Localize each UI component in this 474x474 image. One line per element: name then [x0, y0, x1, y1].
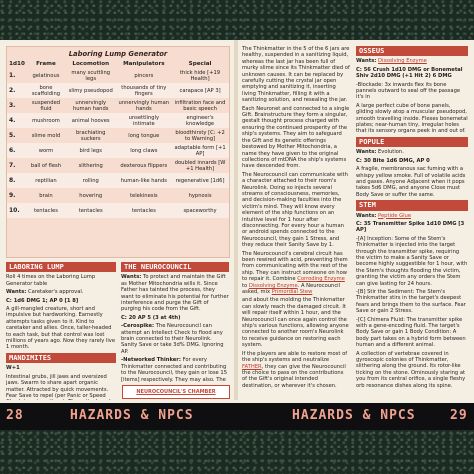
neurocouncil-stats: C: 20 AP 5 (3 at 4th) — [121, 314, 181, 321]
roll-cell: 3. — [9, 101, 16, 109]
neurocouncil-column — [121, 262, 229, 382]
table-cell: ball of flesh — [30, 162, 62, 169]
table-cell: slithering — [78, 162, 103, 169]
table-cell: many scuttling legs — [71, 69, 111, 82]
peptide-glue-link[interactable]: Peptide Glue — [378, 212, 412, 219]
table-cell: slimy pseudopod — [68, 87, 113, 94]
laboring-lump-generator-table — [6, 46, 230, 258]
communicate-paragraph: The Neurocouncil can communicate with a character attached to their room's Neurolink. Doing so injects several streams of consciousness, memories, and decision-making faculties into the victim's mind. They will know every element of the ship functions on an intuitive level for 1 hour after disconnecting. For every hour a human or android spends connected to the Neurocouncil, they gain 1 Stress, and they reduce their Sanity Save by 1. — [242, 171, 348, 249]
table-cell: thousands of tiny fingers — [121, 84, 167, 97]
dissolving-enzyme-link[interactable]: Dissolving Enzyme — [248, 282, 298, 289]
stem-ability-c: -[C] Chimera Fluid: The transmitter spike with a gene-encoding fluid. The target's Body Save or gain 1 Body Condition: A body part takes on a hybrid form between human and a different animal. — [356, 316, 466, 349]
father-link[interactable]: FATHER — [242, 363, 262, 370]
neurocouncil-chamber-link[interactable]: NEUROCOUNCIL'S CHAMBER — [122, 385, 230, 399]
table-cell: long claws — [130, 147, 158, 154]
stem-wants — [356, 213, 468, 219]
table-row — [7, 68, 229, 83]
header-special: Special — [188, 61, 212, 67]
stem-body: A collection of vertebrae covered in gyroscopic colonies of Thinkmatter, slithering along the ground. Its rotor-like ticking on the stone. Ominously staring at you from its central orifice, a single fleshy orb resonance dishes along its spine. — [356, 350, 466, 389]
left-column-lower — [6, 262, 116, 400]
table-cell: spaceworthy — [183, 207, 217, 214]
wants-value: To protect and maintain the Gift as Mother Mitochondria wills it. Since Father has tainted the process, they want to eliminate his potential for further interference and purge the Gift of purging his code from the Gift. — [121, 274, 229, 313]
ability-text: The Neurocouncil can attempt an Intellect Check to flood any brain connected to their Neurolink. Sanity Save or take 3d% DMG. Ignoring AP. — [121, 323, 224, 355]
roll-cell: 5. — [9, 131, 16, 139]
wants-label: Wants: — [356, 149, 377, 156]
corroding-enzyme-link[interactable]: Corroding Enzyme — [297, 276, 345, 283]
book-spread — [0, 40, 474, 430]
right-page-number: 29 — [450, 408, 468, 423]
table-cell: bloodthirsty [C: +2 to Warning] — [175, 129, 225, 142]
wants-label: Wants: — [356, 58, 377, 65]
table-row — [7, 158, 229, 173]
table-cell: brain — [39, 192, 53, 199]
mandimites-stats: W+1 — [6, 365, 20, 372]
table-cell: brachiating suckers — [76, 129, 106, 142]
right-page — [240, 40, 470, 400]
table-row — [7, 143, 229, 158]
wants-label: Wants: — [6, 289, 27, 296]
right-column-2 — [356, 46, 468, 396]
mandimites-body: Intestinal grubs, jill jaws and oversized jaws. Swarm to share apart organic matter. Attracted by quick movements. Fear Save to repel (per Panic or Speed — [6, 373, 109, 399]
table-cell: pincers — [134, 72, 154, 79]
table-cell: worm — [38, 147, 54, 154]
cerospike-ability — [121, 323, 229, 355]
restore-paragraph: and about the molding the Thinkmatter can slowly reach the damaged circuit. It will repair itself within 1 hour, and the Neurocouncil can once again control the ship's various functions, allowing anyone connected to another room's Neurolink to receive guidance on restoring each system. — [242, 297, 349, 349]
mandimites-heading: MANDIMITES — [6, 353, 116, 363]
table-row — [7, 188, 229, 203]
table-title: Laboring Lump Generator — [68, 50, 168, 58]
ability-label: -Networked Thinker: — [121, 357, 181, 364]
populi-heading: POPULE — [356, 137, 468, 147]
laboring-lump-heading: LABORING LUMP — [6, 262, 116, 272]
table-cell: bird legs — [79, 147, 102, 154]
primordial-stew-link[interactable]: Primordial Stew — [271, 289, 313, 296]
wants-label: Wants: — [121, 274, 142, 281]
wants-value: Evolution. — [378, 149, 404, 156]
roll-cell: 4. — [9, 116, 16, 124]
table-cell: bone scaffolding — [31, 84, 61, 97]
table-cell: hypnosis — [188, 192, 212, 199]
populi-wants — [356, 149, 468, 155]
table-cell: animal hooves — [71, 117, 110, 124]
table-body — [7, 68, 229, 218]
table-cell: unnervingly human hands — [72, 99, 109, 112]
table-cell: engineer's knowledge — [186, 114, 215, 127]
table-cell: suspended fluid — [31, 99, 61, 112]
header-locomotion: Locomotion — [72, 61, 110, 67]
roll-cell: 7. — [9, 161, 16, 169]
repair-text-2: to — [242, 282, 249, 289]
table-cell: telekinesis — [130, 192, 158, 199]
table-header-row — [7, 60, 229, 68]
table-cell: tentacles — [34, 207, 58, 214]
repair-text: The Neurocouncil's cerebral circuit has been rewired with acid, preventing them from communicating with the rest of the ship. They can instruct someone on how to repair it. Combine — [242, 250, 348, 283]
osseus-body: A large perfect cube of bone panels, gliding slowly atop a muscular pseudopod, smooth travelling inside. Flexes bonemetal plates; near-human tiny, irregular holes that its sensory organs peek in and out of. — [356, 102, 468, 135]
populi-stats: C: 30 Bite 1d6 DMG, AP 0 — [356, 157, 430, 164]
left-page-number: 28 — [6, 408, 24, 423]
right-footer-title: HAZARDS & NPCS — [292, 408, 416, 423]
table-cell: unnervingly human hands — [118, 99, 170, 112]
father-paragraph — [242, 351, 350, 389]
networked-thinker-ability — [121, 357, 229, 382]
left-page — [4, 40, 232, 400]
table-cell: tentacles — [131, 207, 156, 214]
table-cell: adaptable form [+1 AP] — [174, 144, 226, 157]
populi-body: A fragile, membranous sac fuming with a whispy yellow smoke. Full of volatile acids and gases. Anyone Adjacent when it pops takes 5d6 DMG, and anyone Close must Body Save or suffer the same. — [356, 166, 466, 198]
roll-cell: 8. — [9, 176, 16, 184]
stem-ability-a: -[A] Inception: Some of the Stem's Thinkmatter is injected into the target through the transmitter spike, requiring the victim to make a Sanity Save or become highly suggestible for 1 hour, with the Stem's thoughts flooding the victim, granting the victim any orders the Stem can give lasting for 24 hours. — [356, 235, 468, 287]
osseus-blockade: -Blockade: 3x inwards flex its bone pannels outward to seal off the passage it's in — [356, 81, 461, 101]
table-cell: rolling — [82, 177, 99, 184]
header-roll: 1d10 — [9, 61, 25, 67]
laboring-lump-body: A gill-mangled creature, short and impulsive but hardworking. Earnestly attempts tasks given to it. Kind to caretaker and allies. Once, taller-headed to each task, but that control was lost millions of years ago. Now they rarely live 1 month. — [6, 306, 116, 351]
wants-label: Wants: — [356, 212, 377, 219]
stem-ability-b: -[B] Stir the Sediment: The Stem's Thinkmatter stirs in the target's deepest fears and brings them to the surface. Fear Save or gain 2 Stress. — [356, 289, 466, 315]
page-gutter — [234, 40, 238, 400]
table-cell: infiltration face and basic speech — [174, 99, 226, 112]
header-frame: Frame — [36, 61, 56, 67]
generator-grid — [7, 60, 229, 218]
table-cell: carapace [AP 3] — [179, 87, 221, 94]
neurocouncil-wants — [121, 274, 229, 312]
gift-paragraph: Each Neuronet and connected to a single Gift. Brainstructure they form a singular, gestalt thought process charged with ensuring the continued prosperity of the ship's systems. They aim to safeguard the Gift and its genetic offerings bestowed by Mother Mitochondria, a name they have given to the original collections of mtDNA the ship's systems have descended from. — [242, 105, 350, 170]
roll-cell: 9. — [9, 191, 16, 199]
table-cell: tentacles — [78, 207, 103, 214]
header-manipulators: Manipulators — [123, 61, 165, 67]
roll-cell: 2. — [9, 86, 16, 94]
table-cell: gelatinous — [32, 72, 60, 79]
father-text-2: , they can give the Neurocouncil the choice to pass on the contributions of the Gift's original intended destination, or wherever it's chosen. — [242, 363, 346, 389]
ability-text: For every Thinkmatter connected and contributing to the Neurocouncil, they gain or lose 15 [items] respectively. They may also. The — [121, 357, 228, 382]
stem-heading: STEM — [356, 200, 468, 210]
table-row — [7, 113, 229, 128]
table-cell: hovering — [79, 192, 103, 199]
roll-cell: 1. — [9, 71, 16, 79]
table-cell: regenerative [1d6] — [175, 177, 225, 184]
table-cell: thick hide [+19 Health] — [180, 69, 221, 82]
laboring-lump-stats: C: 1d6 DMG 1; AP 0 [1 8] — [6, 297, 79, 304]
dissolving-enzyme-link[interactable]: Dissolving Enzyme — [378, 58, 427, 65]
ability-label: -Cerospike: — [121, 323, 155, 330]
roll-cell: 10. — [9, 206, 20, 214]
table-cell: human-like hands — [120, 177, 167, 184]
table-row — [7, 128, 229, 143]
laboring-lump-wants — [6, 289, 116, 295]
table-cell: dexterous flippers — [120, 162, 168, 169]
father-text: If the players are able to restore most of the ship's systems and neutralize — [242, 350, 348, 364]
repair-paragraph — [242, 251, 350, 296]
table-row — [7, 98, 229, 113]
table-row — [7, 83, 229, 98]
repair-text-3: . A Neurocouncil asked, mix — [242, 282, 341, 296]
page-footer — [0, 403, 474, 430]
osseus-stats: C: 56 Crush 1d10 DMG or Bonemetal Shiv 2d10 DMG (+1 Hit 2) 6 DMG — [356, 66, 463, 80]
table-row — [7, 173, 229, 188]
laboring-lump-intro: Roll 4 times on the Laboring Lump Generator table — [6, 274, 96, 287]
right-column-1 — [242, 46, 350, 396]
jar-paragraph: The Thinkmatter in the 5 of the 6 jars are healthy, suspended in a sanitizing liquid, whereas the last jar has been full of murky slime since its Thinkmatter died of unknown causes. It can be replaced by carefully cutting the crystal jar open emptying and sanitizing it, inserting living Thinkmatter, filling it with a sanitizing solution, and resealing the jar. — [242, 46, 350, 104]
table-cell: mushroom — [32, 117, 60, 124]
osseus-wants — [356, 58, 468, 64]
table-cell: slime mold — [31, 132, 61, 139]
stem-stats: C: 35 Transmitter Spike 1d10 DMG [3 AP] — [356, 220, 465, 234]
table-cell: reptilian — [35, 177, 57, 184]
neurocouncil-heading: THE NEUROCOUNCIL — [121, 262, 229, 272]
roll-cell: 6. — [9, 146, 16, 154]
left-footer-title: HAZARDS & NPCS — [70, 408, 194, 423]
wants-value: Caretaker's approval. — [28, 289, 84, 296]
table-row — [7, 203, 229, 218]
table-cell: long tongue — [128, 132, 160, 139]
osseus-heading: OSSEUS — [356, 46, 468, 56]
table-cell: doubled innards [W +1 Health] — [174, 159, 226, 172]
table-cell: unsettlingly intimate — [128, 114, 160, 127]
